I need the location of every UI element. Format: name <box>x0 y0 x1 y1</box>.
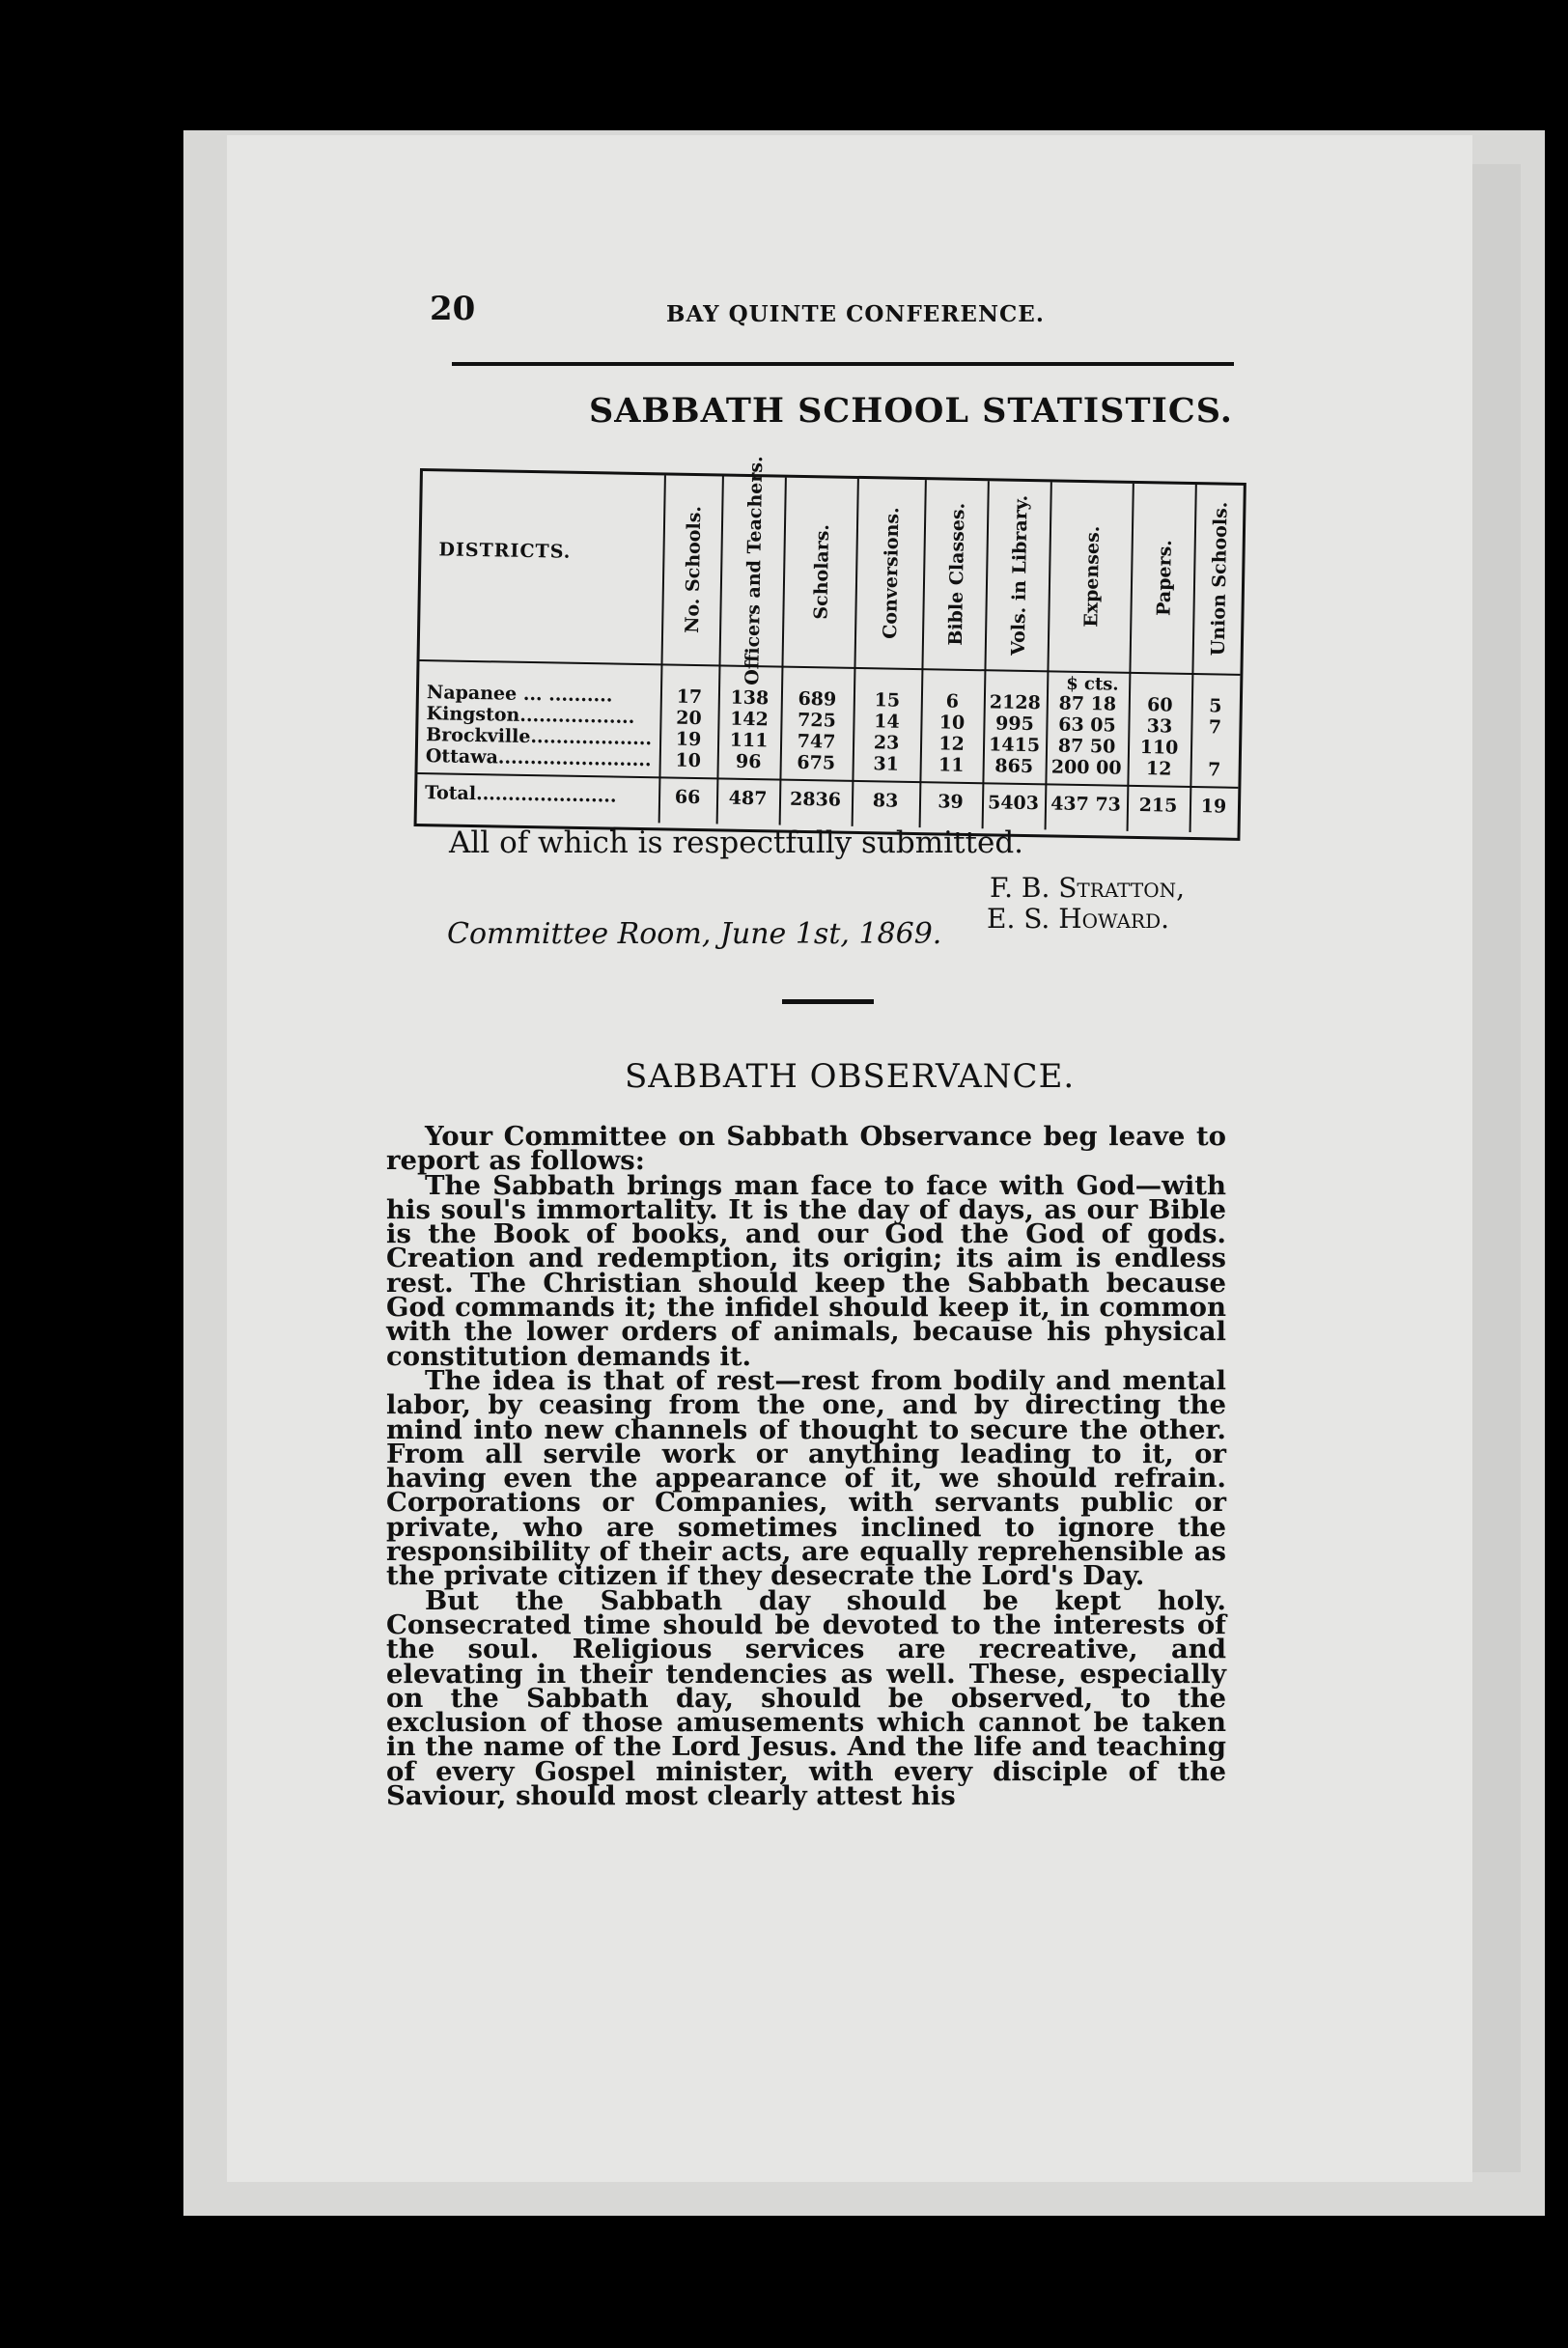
table-cell: 87 50 <box>1057 735 1116 758</box>
table-cell: 7 <box>1208 716 1222 739</box>
table-cell: 995 <box>994 713 1034 736</box>
col-header-label: Union Schools. <box>1207 501 1232 657</box>
col-header-label: Officers and Teachers. <box>741 456 767 685</box>
table-cell: 725 <box>797 709 837 732</box>
paragraph: The Sabbath brings man face to face with God—with his soul's immortality. It is the day of days, as our Bible is the Book of books, and our God the God of gods. Creation and redemption, its origin; its aim is endless rest. The Christian should keep the Sabbath because God commands it; the infidel should keep it, in common with the lower orders of animals, because his physical constitution demands it. <box>386 1169 1226 1372</box>
table-cell: 39 <box>938 791 964 813</box>
district-name: Total...................... <box>424 782 617 807</box>
table-cell: 19 <box>675 728 702 751</box>
col-header-label: No. Schools. <box>682 505 706 634</box>
committee-line: Committee Room, June 1st, 1869. <box>447 917 942 951</box>
table-cell: 87 18 <box>1058 692 1117 715</box>
table-cell: 12 <box>1145 758 1172 780</box>
currency-header: $ cts. <box>1066 673 1119 695</box>
district-name: Napanee ... .......... <box>426 682 613 707</box>
signature-1: F. B. Stratton, <box>990 872 1186 904</box>
table-cell: 15 <box>874 689 901 712</box>
table-cell: 19 <box>1200 796 1227 818</box>
table-cell: 20 <box>676 707 702 730</box>
table-cell: 2128 <box>989 691 1041 714</box>
table-cell: 83 <box>872 790 899 812</box>
table-cell: 487 <box>728 787 768 810</box>
table-cell: 5 <box>1209 695 1222 717</box>
header-rule <box>452 362 1234 366</box>
stats-heading: SABBATH SCHOOL STATISTICS. <box>589 391 1233 431</box>
table-cell: 2836 <box>789 788 842 811</box>
col-header-label: Vols. in Library. <box>1007 494 1032 657</box>
table-cell: 215 <box>1138 795 1178 817</box>
table-cell: 437 73 <box>1050 793 1122 816</box>
district-name: Brockville................... <box>425 724 653 750</box>
signature-2: E. S. Howard. <box>987 903 1170 935</box>
col-header-label: Bible Classes. <box>944 502 968 646</box>
table-cell: 66 <box>674 786 701 809</box>
table-cell: 11 <box>938 754 965 776</box>
table-cell <box>1190 738 1239 739</box>
table-cell: 200 00 <box>1050 756 1122 779</box>
paragraph: Your Committee on Sabbath Observance beg leave to report as follows: <box>386 1121 1226 1177</box>
table-cell: 142 <box>729 708 770 731</box>
table-cell: 5403 <box>987 792 1040 815</box>
table-cell: 12 <box>938 733 966 755</box>
col-header-districts: DISTRICTS. <box>438 539 572 563</box>
table-cell: 31 <box>873 753 900 775</box>
table-cell: 17 <box>676 685 703 709</box>
table-cell: 60 <box>1146 694 1173 716</box>
observance-heading: SABBATH OBSERVANCE. <box>625 1057 1076 1096</box>
table-cell: 675 <box>797 751 836 774</box>
table-cell: 6 <box>945 690 960 713</box>
table-cell: 111 <box>729 729 769 752</box>
paragraph: The idea is that of rest—rest from bodily and mental labor, by ceasing from the one, and by directing the mind into new channels of thought to secure the other. From all servile work or anything leading to it, or having even the appearance of it, we should refrain. Corporations or Companies, with servants public or private, who are sometimes inclined to ignore the responsibility of their acts, are equally reprehensible as the private citizen if they desecrate the Lord's Day. <box>386 1364 1226 1592</box>
submitted-line: All of which is respectfully submitted. <box>449 825 1024 860</box>
page-number: 20 <box>430 290 476 328</box>
col-header-label: Conversions. <box>879 507 904 639</box>
running-head: BAY QUINTE CONFERENCE. <box>666 301 1045 327</box>
statistics-table <box>414 456 1246 841</box>
section-divider <box>782 999 874 1004</box>
col-header-label: Papers. <box>1152 539 1176 617</box>
district-name: Kingston.................. <box>426 703 635 728</box>
table-cell: 138 <box>730 686 770 710</box>
table-cell: 865 <box>994 755 1034 778</box>
body-text <box>386 1121 1226 1812</box>
table-cell: 10 <box>938 712 966 734</box>
table-cell: 110 <box>1139 737 1179 759</box>
paragraph: But the Sabbath day should be kept holy. Consecrated time should be devoted to the interests of the soul. Religious services are recreative, and elevating in their tendencies as well. These, especially on the Sabbath day, should be observed, to the exclusion of those amusements which cannot be taken in the name of the Lord Jesus. And the life and teaching of every Gospel minister, with every disciple of the Saviour, should most clearly attest his <box>386 1584 1226 1812</box>
table-cell: 33 <box>1146 715 1173 738</box>
table-cell: 747 <box>797 730 836 753</box>
table-cell: 23 <box>873 732 900 754</box>
district-name: Ottawa........................ <box>425 745 652 771</box>
table-cell: 63 05 <box>1058 713 1116 737</box>
table-cell: 689 <box>798 687 837 711</box>
table-cell: 1415 <box>988 734 1041 757</box>
table-cell: 7 <box>1207 759 1221 781</box>
table-cell: 14 <box>874 711 900 733</box>
table-cell: 96 <box>735 750 762 773</box>
table-cell: 10 <box>675 749 702 772</box>
col-header-label: Expenses. <box>1079 525 1104 628</box>
col-header-label: Scholars. <box>809 523 833 620</box>
